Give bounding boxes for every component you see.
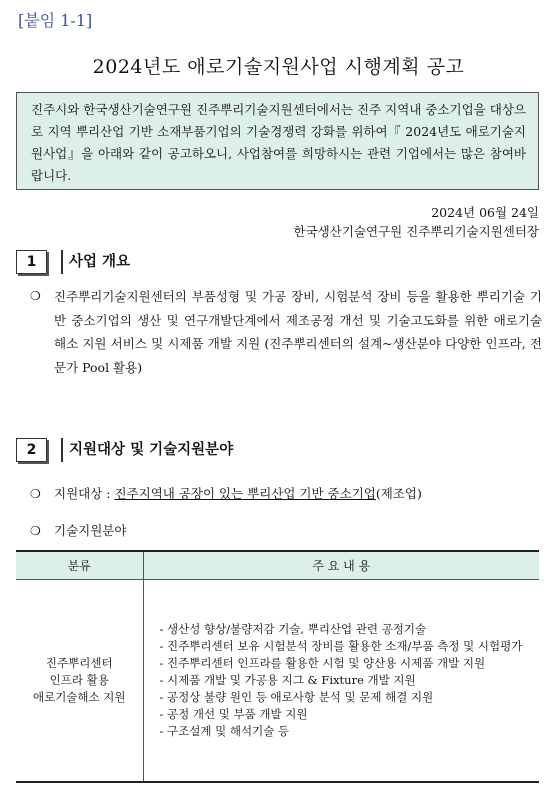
section-1-header — [16, 250, 130, 274]
field-line — [30, 521, 126, 541]
list-item: - 공정상 불량 원인 등 애로사항 분석 및 문제 해결 지원 — [159, 689, 434, 704]
table-header-row — [16, 551, 539, 579]
content-cell — [143, 579, 539, 782]
field-label: 기술지원분야 — [54, 523, 127, 538]
overview-paragraph — [30, 285, 542, 379]
category-line: 진주뿌리센터 — [45, 655, 113, 670]
section-1-number: 1 — [16, 250, 47, 274]
target-value: 진주지역내 공장이 있는 뿌리산업 기반 중소기업 — [114, 486, 376, 501]
table-header-content: 주 요 내 용 — [143, 551, 539, 579]
document-title: 2024년도 애로기술지원사업 시행계획 공고 — [92, 56, 465, 78]
circle-bullet-icon: ❍ — [30, 289, 41, 303]
attachment-label: [붙임 1-1] — [18, 11, 93, 30]
section-2-number: 2 — [16, 438, 47, 462]
list-item: - 진주뿌리센터 보유 시험분석 장비를 활용한 소재/부품 측정 및 시험평가 — [159, 638, 523, 653]
target-suffix: (제조업) — [375, 486, 422, 501]
category-line: 인프라 활용 — [49, 672, 109, 687]
circle-bullet-icon: ❍ — [30, 487, 41, 501]
target-line — [30, 484, 422, 504]
target-label: 지원대상 : — [54, 486, 111, 501]
overview-text: 진주뿌리기술지원센터의 부품성형 및 가공 장비, 시험분석 장비 등을 활용한 뿌리기술 기반 중소기업의 생산 및 연구개발단계에서 제조공정 개선 및 기술고도화를 위한 애로기술 해소 지원 서비스 및 시제품 개발 지원 (진주뿌리센터의 설계~생산분야 다양한 인프라, 전문가 Pool 활용) — [54, 289, 542, 375]
list-item: - 공정 개선 및 부품 개발 지원 — [159, 706, 308, 721]
organization-name: 한국생산기술연구원 진주뿌리기술지원센터장 — [293, 224, 539, 239]
list-item: - 시제품 개발 및 가공용 지그 & Fixture 개발 지원 — [159, 672, 416, 687]
intro-text: 진주시와 한국생산기술연구원 진주뿌리기술지원센터에서는 진주 지역내 중소기업을 대상으로 지역 뿌리산업 기반 소재부품기업의 기술경쟁력 강화를 위하여『 2024년도 애로기술지원사업』을 아래와 같이 공고하오니, 사업참여를 희망하시는 관련 기업에서는 많은 참여바랍니다. — [31, 102, 526, 183]
support-field-table — [16, 550, 539, 783]
intro-box — [16, 92, 539, 190]
section-2-title: 지원대상 및 기술지원분야 — [61, 438, 233, 462]
table-row — [16, 579, 539, 782]
list-item: - 생산성 향상/불량저감 기술, 뿌리산업 관련 공정기술 — [159, 621, 427, 636]
announcement-date: 2024년 06월 24일 — [431, 205, 539, 220]
category-cell — [16, 579, 143, 782]
section-1-title: 사업 개요 — [61, 250, 130, 274]
section-2-header — [16, 438, 233, 462]
content-list — [160, 621, 530, 740]
category-line: 애로기술해소 지원 — [32, 689, 126, 704]
circle-bullet-icon: ❍ — [30, 524, 41, 538]
list-item: - 진주뿌리센터 인프라를 활용한 시험 및 양산용 시제품 개발 지원 — [159, 655, 486, 670]
list-item: - 구조설계 및 해석기술 등 — [159, 723, 290, 738]
table-header-category: 분류 — [16, 551, 143, 579]
